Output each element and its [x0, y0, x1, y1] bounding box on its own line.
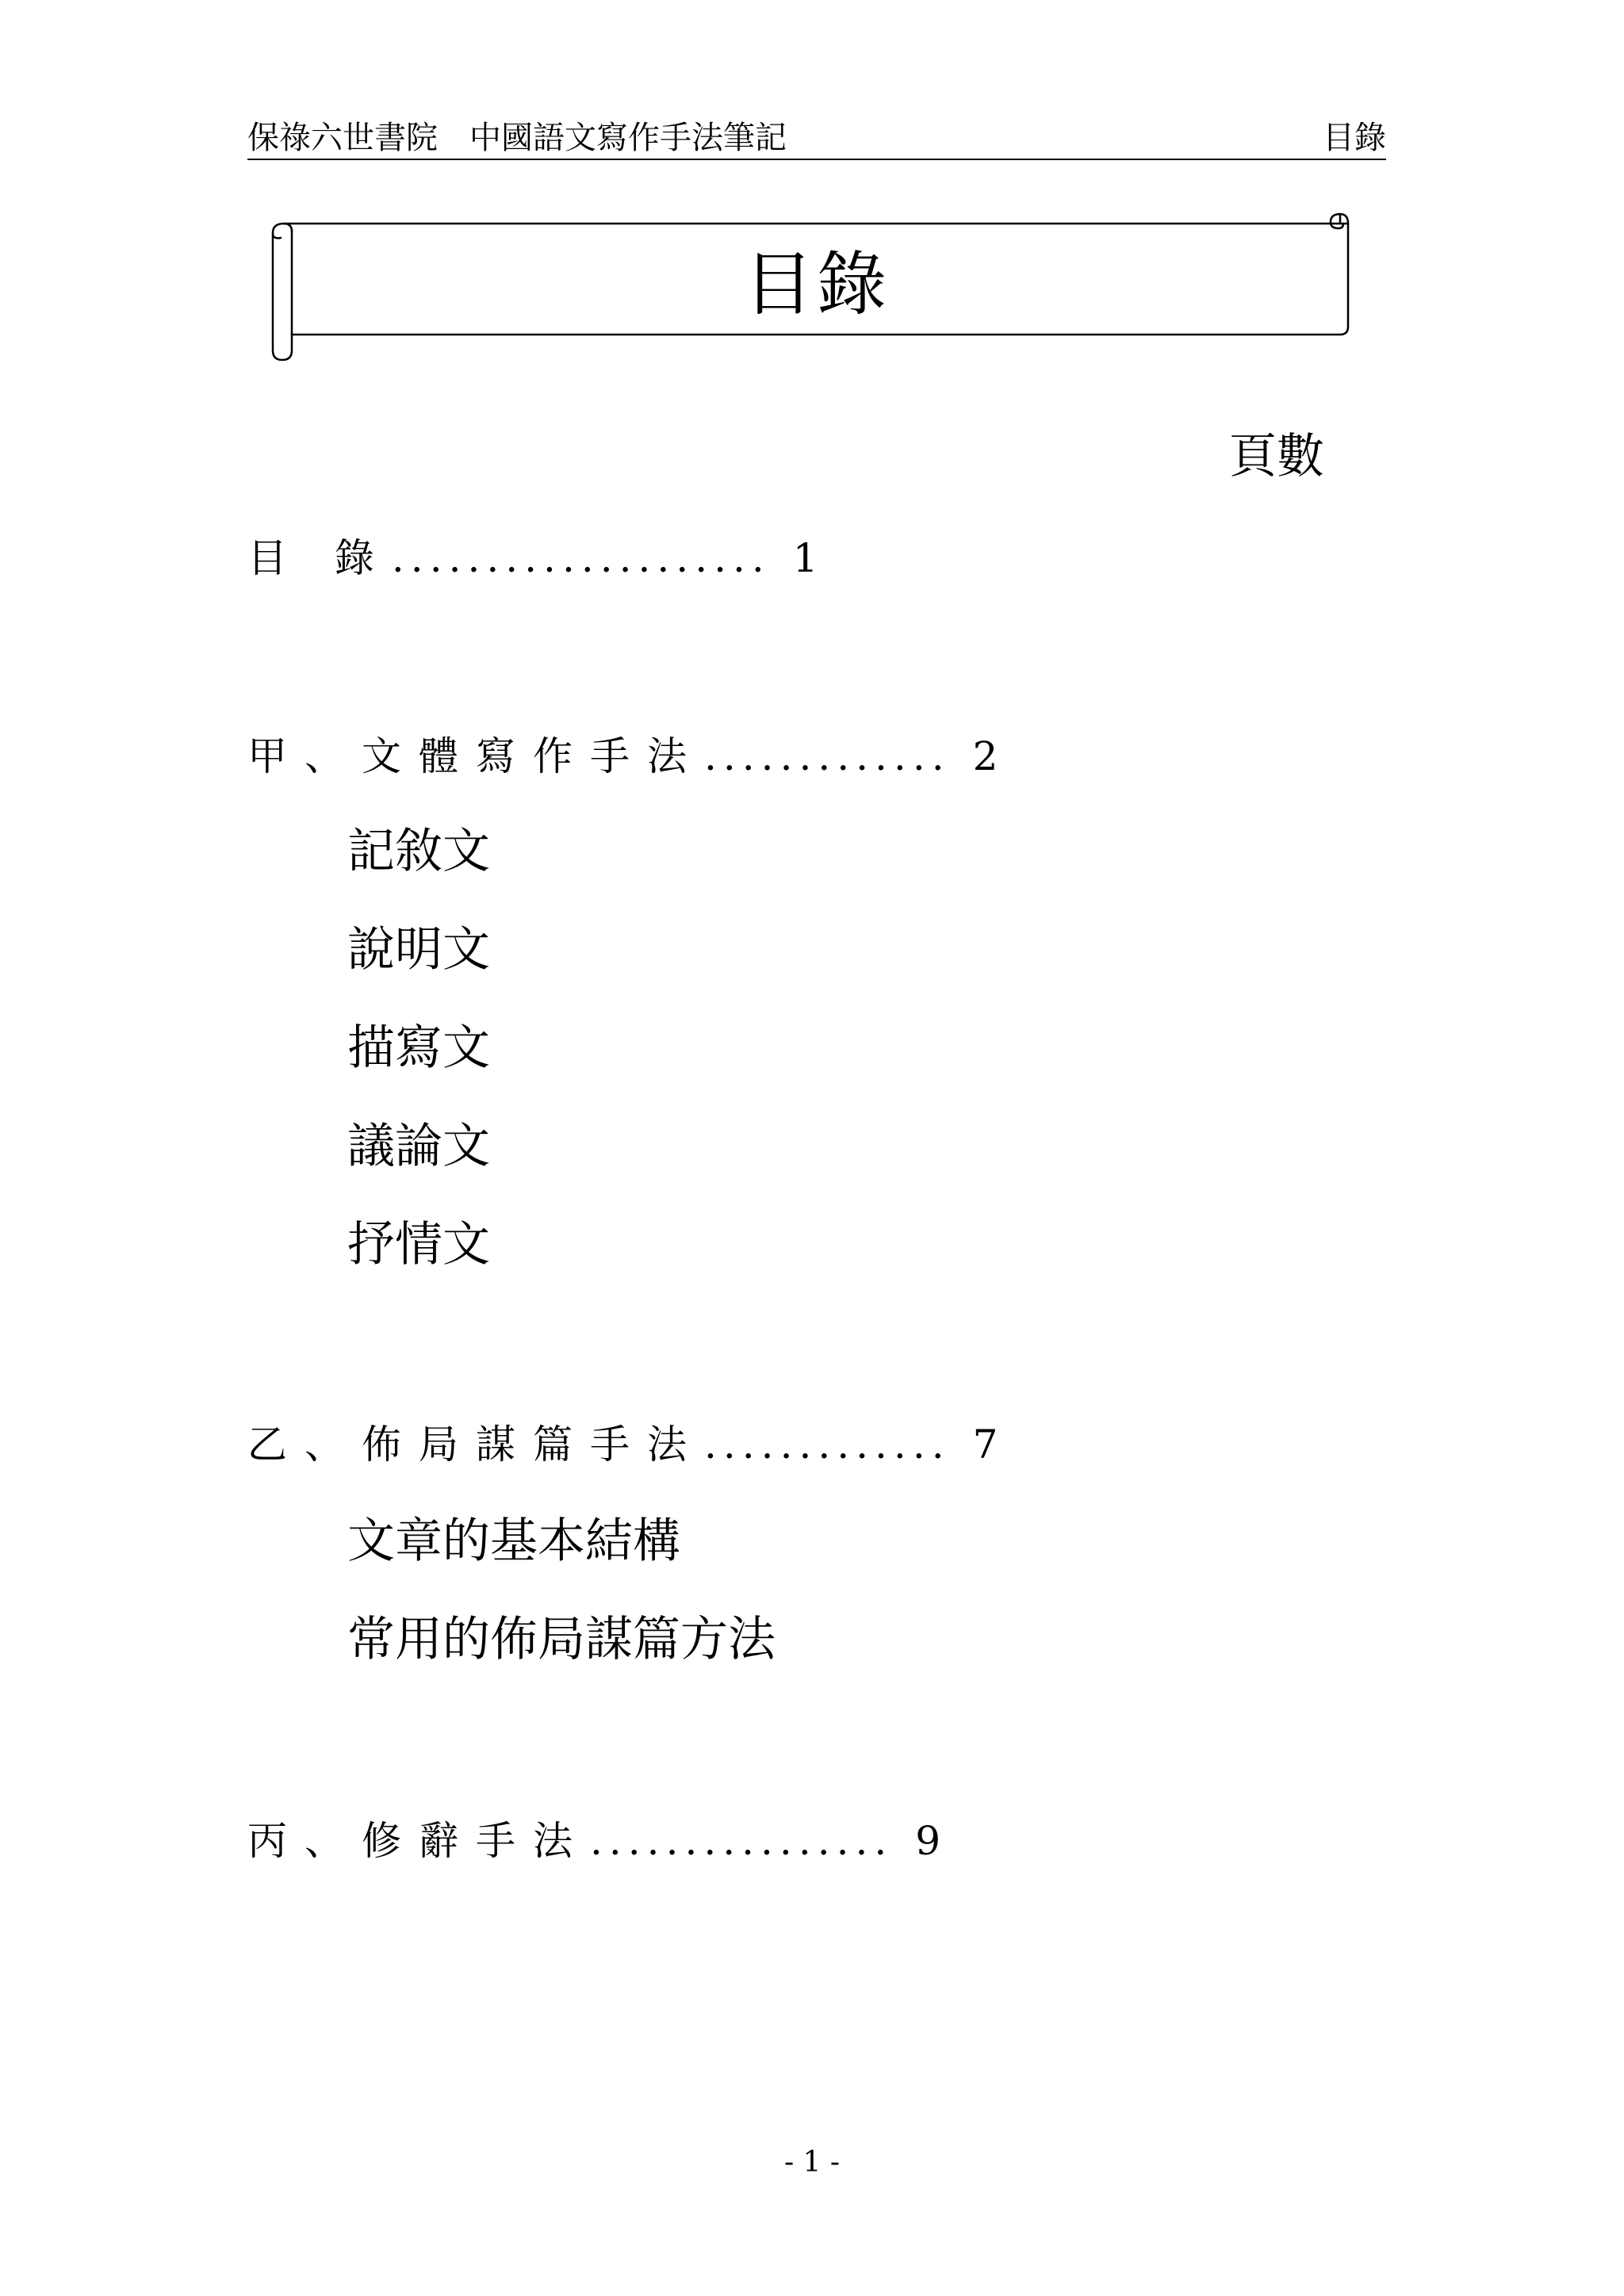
running-header	[247, 117, 1386, 160]
toc-leader-dots: ....................	[391, 535, 771, 581]
title-scroll-banner	[262, 208, 1372, 363]
toc-page-number: 1	[792, 535, 818, 581]
toc-entry[interactable]	[247, 533, 818, 584]
toc-entry-label: 丙、修辭手法	[247, 1818, 590, 1864]
toc-subentry[interactable]: 抒情文	[347, 1217, 490, 1272]
toc-leader-dots: .............	[704, 733, 951, 779]
toc-page-number: 2	[972, 733, 998, 779]
toc-leader-dots: .............	[704, 1422, 951, 1468]
toc-entry-label: 乙、佈局謀篇手法	[247, 1422, 704, 1468]
toc-entry[interactable]	[247, 731, 998, 782]
header-section-name: 目錄	[1323, 120, 1386, 156]
toc-entry-label: 甲、文體寫作手法	[247, 733, 704, 779]
toc-subentry[interactable]: 描寫文	[347, 1020, 490, 1076]
page-footer-number: - 1 -	[783, 2146, 841, 2179]
toc-entry-label: 目 錄	[247, 535, 392, 581]
toc-subentry[interactable]: 常用的佈局謀篇方法	[347, 1612, 776, 1667]
toc-subentry[interactable]: 說明文	[347, 922, 490, 978]
toc-page-number: 7	[972, 1422, 998, 1468]
toc-page-number: 9	[915, 1818, 941, 1864]
header-document-title: 保祿六世書院 中國語文寫作手法筆記	[247, 120, 787, 156]
toc-leader-dots: ................	[590, 1818, 894, 1864]
toc-subentry[interactable]: 記敘文	[347, 824, 490, 879]
page-title: 目錄	[743, 243, 890, 325]
toc-entry[interactable]	[247, 1419, 998, 1470]
toc-subentry[interactable]: 文章的基本結構	[347, 1513, 680, 1569]
toc-entry[interactable]	[247, 1816, 940, 1866]
toc-subentry[interactable]: 議論文	[347, 1119, 490, 1174]
page-number-column-label: 頁數	[1229, 429, 1324, 484]
